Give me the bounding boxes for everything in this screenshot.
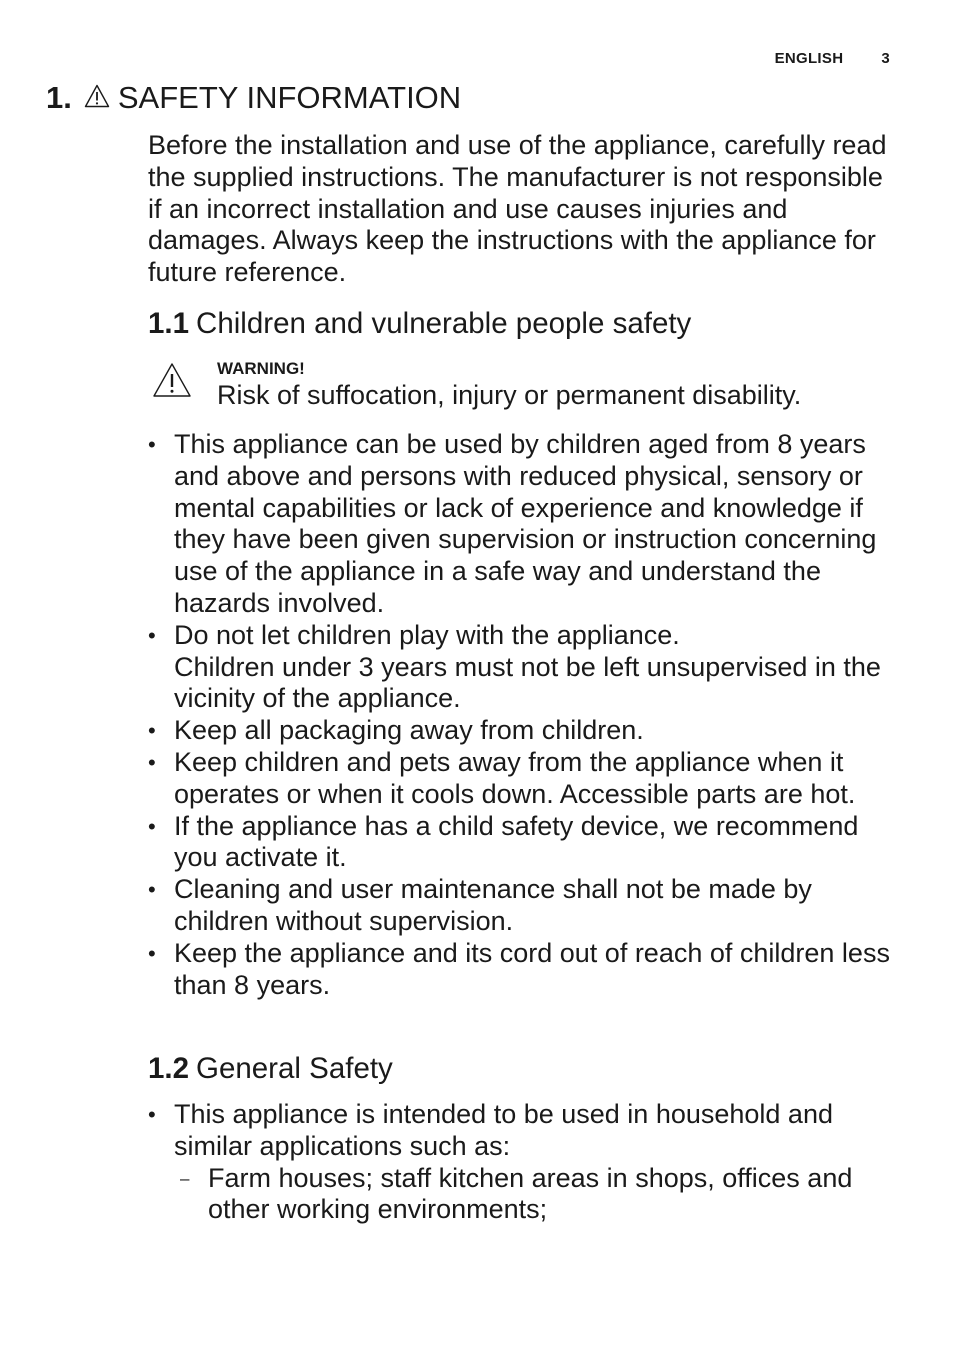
page-header: [775, 50, 890, 67]
section-title: [46, 80, 461, 116]
list-item: • This appliance is intended to be used in household and similar applications such as: – Farm houses; staff kitchen areas in shops, offices and other working environments;: [148, 1099, 893, 1226]
subsection-number: 1.2: [148, 1052, 190, 1085]
subsection-heading-general: [148, 1052, 393, 1086]
list-item: • Keep the appliance and its cord out of reach of children less than 8 years.: [148, 938, 893, 1002]
list-item: • Keep all packaging away from children.: [148, 715, 893, 747]
list-item: • This appliance can be used by children aged from 8 years and above and persons with reduced physical, sensory or mental capabilities or lack of experience and knowledge if they have been given supervision or instruction concerning use of the appliance in a safe way and understand the hazards involved.: [148, 429, 893, 620]
subsection-title: Children and vulnerable people safety: [196, 307, 692, 340]
general-safety-list: [148, 1099, 893, 1226]
subsection-heading-children: [148, 307, 691, 341]
list-item: • Do not let children play with the appliance. Children under 3 years must not be left unsupervised in the vicinity of the appliance.: [148, 620, 893, 715]
section-number: 1.: [46, 80, 72, 115]
page-number: 3: [881, 50, 890, 67]
warning-icon: [152, 362, 192, 403]
warning-triangle-icon: [84, 80, 110, 116]
intro-paragraph: Before the installation and use of the appliance, carefully read the supplied instructions. The manufacturer is not responsible if an incorrect installation and use causes injuries and damages. Always keep the instructions with the appliance for future reference.: [148, 130, 887, 288]
warning-text: Risk of suffocation, injury or permanent disability.: [217, 380, 802, 410]
subsection-number: 1.1: [148, 307, 190, 340]
subsection-title: General Safety: [196, 1052, 393, 1085]
sub-list: [174, 1163, 893, 1227]
list-item: • If the appliance has a child safety device, we recommend you activate it.: [148, 811, 893, 875]
sub-list-item: – Farm houses; staff kitchen areas in shops, offices and other working environments;: [174, 1163, 893, 1227]
warning-label: WARNING!: [217, 359, 305, 378]
language-label: ENGLISH: [774, 50, 844, 67]
list-item: • Cleaning and user maintenance shall not be made by children without supervision.: [148, 874, 893, 938]
section-title-text: SAFETY INFORMATION: [117, 80, 462, 115]
list-item: • Keep children and pets away from the appliance when it operates or when it cools down. Accessible parts are hot.: [148, 747, 893, 811]
children-safety-list: [148, 429, 893, 1001]
